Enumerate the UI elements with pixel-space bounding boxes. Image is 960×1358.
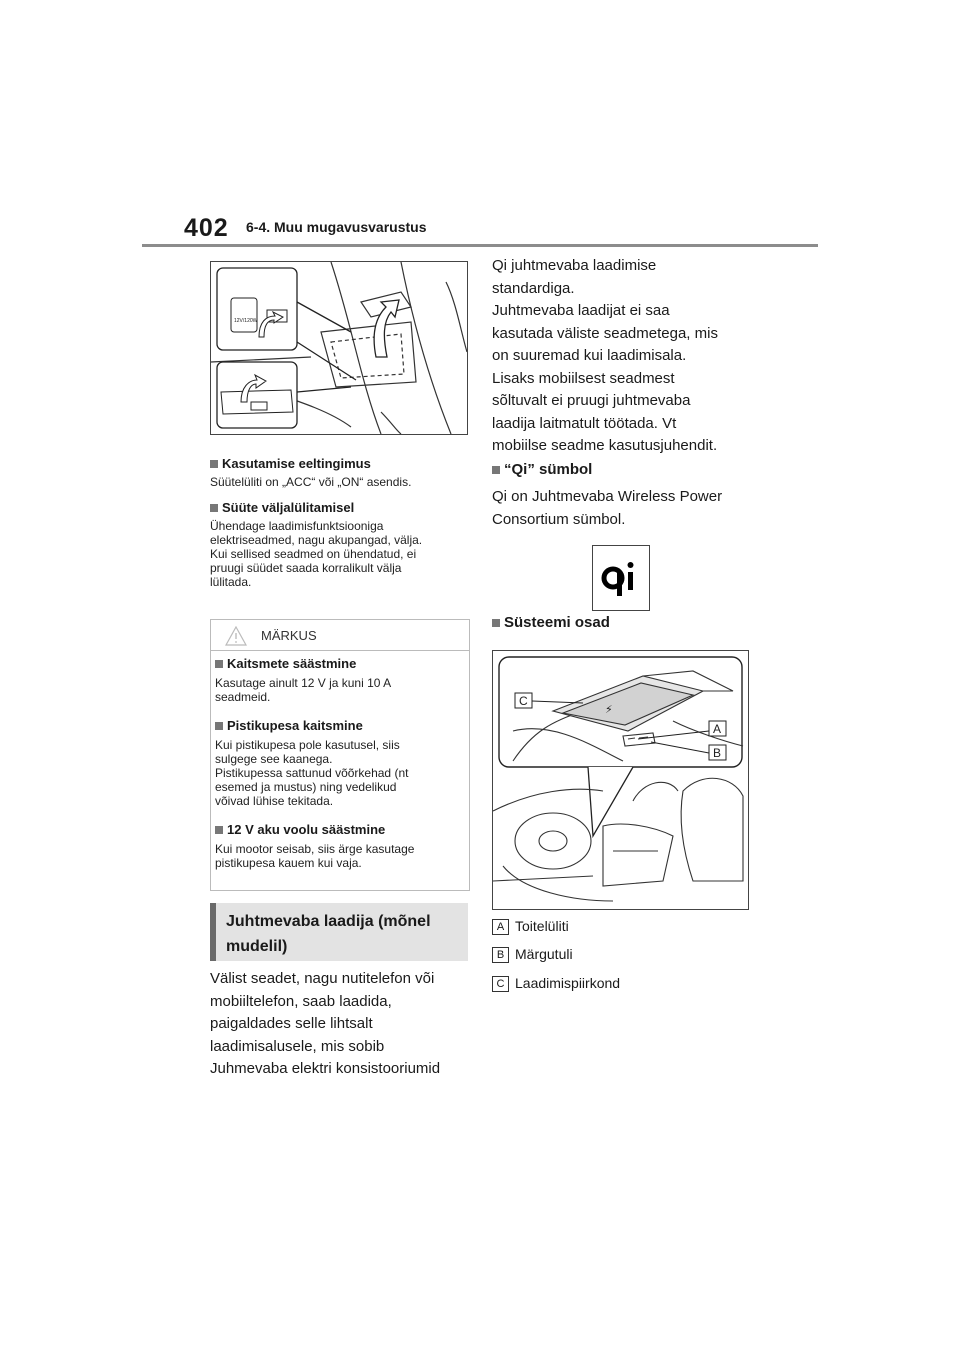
legend-item-b: B Märgutuli — [492, 946, 573, 963]
device-size-text: Juhtmevaba laadijat ei saa kasutada väliste seadmetega, mis on suuremad kui laadimisala. Lisaks mobiilsest seadmest sõltuvalt ei pruugi juhtmevaba laadija laitmatult töötada. Vt mobiilse seadme kasutusjuhendit. — [492, 302, 718, 454]
wireless-intro-text: Välist seadet, nagu nutitelefon või mobiiltelefon, saab laadida, paigaldades selle lihtsalt laadimisalusele, mis sobib Juhmevaba elektri konsistooriumid — [210, 970, 441, 1077]
heading-system-parts: Süsteemi osad — [492, 614, 762, 631]
square-bullet-icon — [215, 660, 223, 668]
square-bullet-icon — [210, 460, 218, 468]
qi-standard-text: Qi juhtmevaba laadimise standardiga. — [492, 257, 657, 297]
socket-label: 12V/120W — [234, 318, 258, 324]
section-title: 6-4. Muu mugavusvarustus — [246, 219, 427, 235]
qi-symbol-text: Qi on Juhtmevaba Wireless Power Consortium sümbol. — [492, 488, 723, 528]
svg-text:⚡: ⚡ — [605, 703, 613, 716]
legend-item-a: A Toitelüliti — [492, 918, 569, 935]
heading-ignition-off: Süüte väljalülitamisel — [210, 500, 468, 515]
notice-heading-socket: Pistikupesa kaitsmine — [215, 718, 465, 733]
wireless-charger-illustration — [492, 650, 749, 910]
notice-heading-fuses: Kaitsmete säästmine — [215, 656, 465, 671]
callout-b: B — [713, 746, 722, 760]
legend-letter-c: C — [492, 976, 509, 992]
square-bullet-icon — [492, 619, 500, 627]
square-bullet-icon — [210, 504, 218, 512]
notice-text-battery: Kui mootor seisab, siis ärge kasutage pistikupesa kauem kui vaja. — [215, 842, 415, 870]
legend-letter-a: A — [492, 919, 509, 935]
notice-box — [210, 619, 470, 891]
conditions-text: Süütelüliti on „ACC“ või „ON“ asendis. — [210, 475, 412, 489]
legend-item-c: C Laadimispiirkond — [492, 975, 620, 992]
square-bullet-icon — [492, 466, 500, 474]
section-band-wireless-charger: Juhtmevaba laadija (mõnel mudelil) — [210, 903, 468, 961]
page-number: 402 — [184, 214, 229, 242]
callout-c: C — [519, 694, 528, 708]
square-bullet-icon — [215, 722, 223, 730]
ignition-off-text: Ühendage laadimisfunktsiooniga elektriseadmed, nagu akupangad, välja. Kui sellised seadmed on ühendatud, ei pruugi süüdet saada korralikult välja lülitada. — [210, 519, 423, 589]
notice-heading-battery: 12 V aku voolu säästmine — [215, 822, 465, 837]
notice-text-socket: Kui pistikupesa pole kasutusel, siis sulgege see kaanega. Pistikupessa sattunud võõrkehad (nt esemed ja mustus) ning vedelikud võivad lühise tekitada. — [215, 738, 409, 808]
notice-title: MÄRKUS — [261, 628, 317, 643]
header-rule — [142, 244, 818, 247]
heading-conditions: Kasutamise eeltingimus — [210, 456, 468, 471]
callout-a: A — [713, 722, 722, 736]
qi-logo-icon — [593, 546, 649, 610]
notice-header — [211, 620, 469, 651]
console-outlet-illustration — [210, 261, 468, 435]
warning-triangle-icon — [225, 626, 247, 646]
square-bullet-icon — [215, 826, 223, 834]
heading-qi-symbol: “Qi” sümbol — [492, 461, 762, 478]
legend-letter-b: B — [492, 947, 509, 963]
notice-text-fuses: Kasutage ainult 12 V ja kuni 10 A seadmeid. — [215, 676, 392, 704]
qi-logo-figure — [592, 545, 650, 611]
